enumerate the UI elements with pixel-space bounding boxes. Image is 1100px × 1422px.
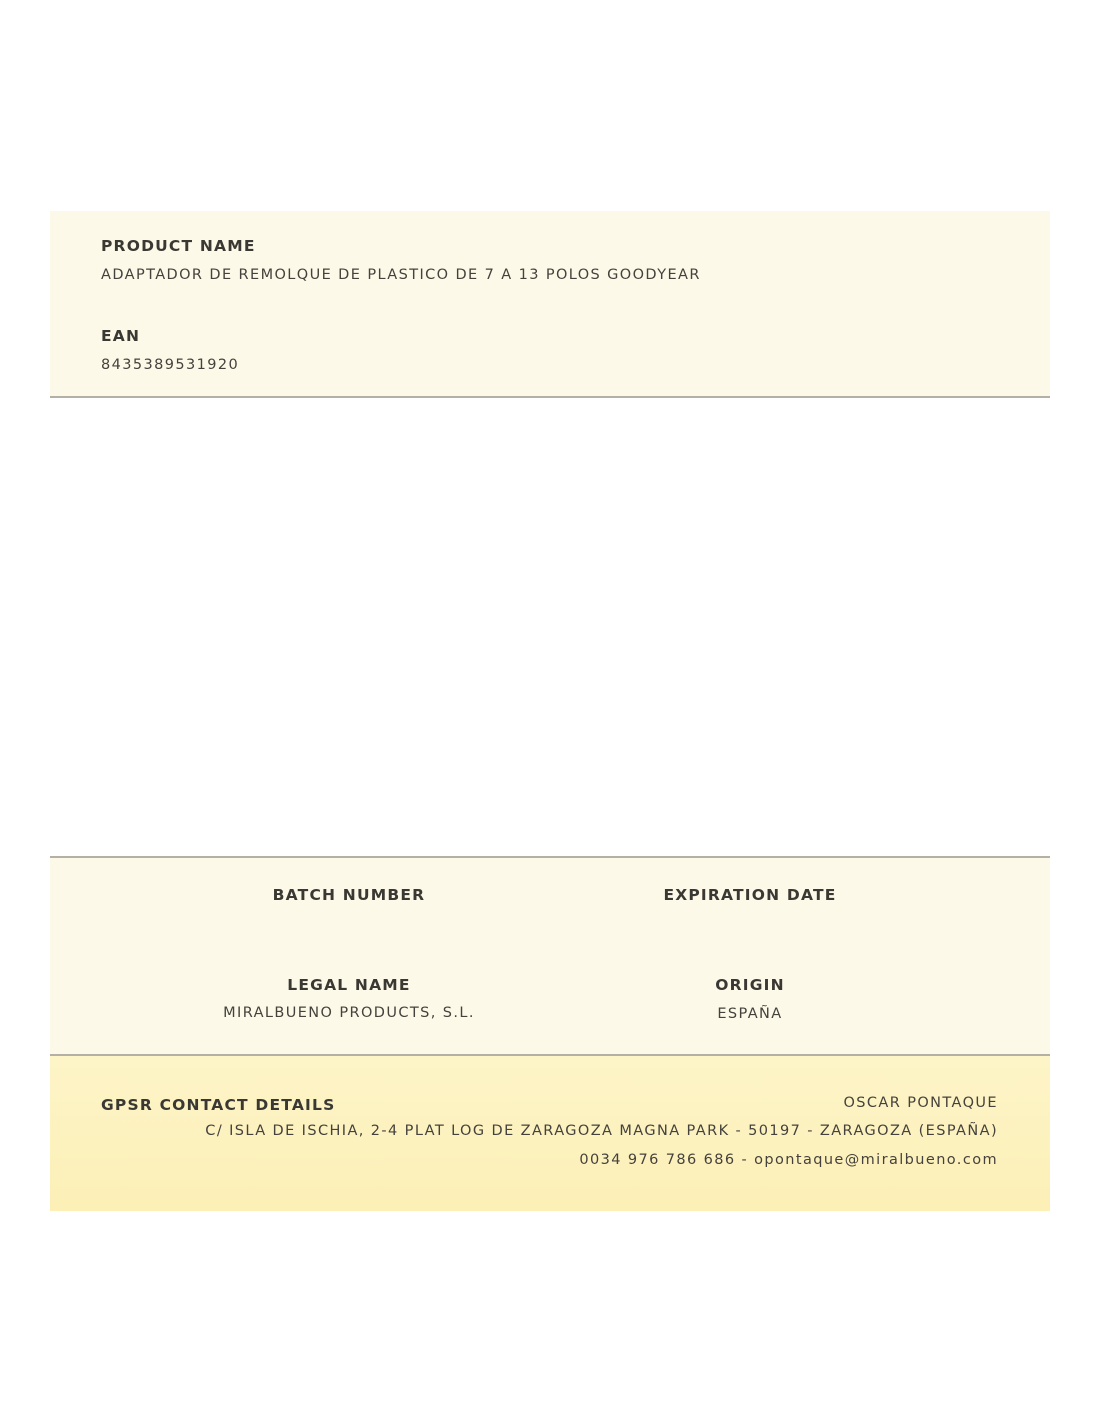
origin-value: ESPAÑA: [717, 1006, 783, 1022]
contact-phone-email: 0034 976 786 686 - opontaque@miralbueno.com: [579, 1152, 998, 1168]
gpsr-contact-label: GPSR CONTACT DETAILS: [101, 1096, 336, 1114]
legal-name-value: MIRALBUENO PRODUCTS, S.L.: [223, 1005, 475, 1021]
origin-label: ORIGIN: [715, 976, 785, 994]
expiration-date-label: EXPIRATION DATE: [663, 886, 837, 904]
contact-address: C/ ISLA DE ISCHIA, 2-4 PLAT LOG DE ZARAGOZA MAGNA PARK - 50197 - ZARAGOZA (ESPAÑA): [205, 1123, 998, 1139]
product-info-panel: [50, 211, 1050, 398]
product-details-panel: [50, 856, 1050, 1056]
product-name-label: PRODUCT NAME: [101, 237, 256, 255]
contact-name: OSCAR PONTAQUE: [843, 1095, 998, 1111]
batch-number-label: BATCH NUMBER: [272, 886, 426, 904]
gpsr-contact-panel: [50, 1056, 1050, 1211]
ean-value: 8435389531920: [101, 357, 240, 373]
legal-name-label: LEGAL NAME: [287, 976, 411, 994]
product-name-value: ADAPTADOR DE REMOLQUE DE PLASTICO DE 7 A 13 POLOS GOODYEAR: [101, 267, 701, 283]
ean-label: EAN: [101, 327, 141, 345]
